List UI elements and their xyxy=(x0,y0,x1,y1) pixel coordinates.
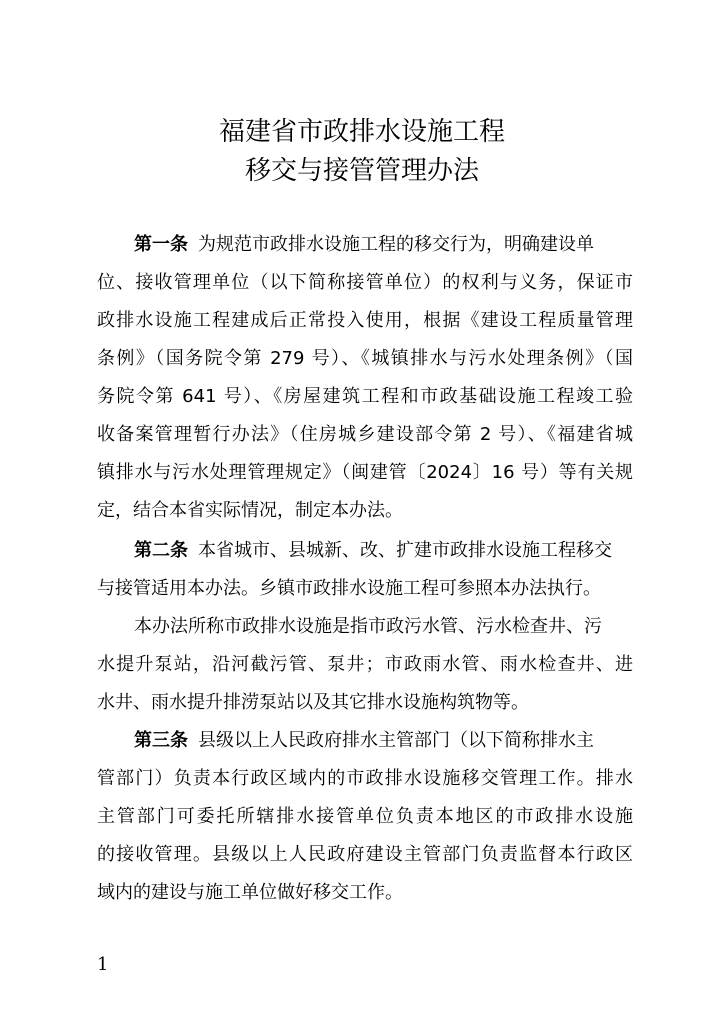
article-line: 与接管适用本办法。乡镇市政排水设施工程可参照本办法执行。 xyxy=(97,578,601,599)
article-line xyxy=(134,532,633,569)
article-text: 县级以上人民政府排水主管部门（以下简称排水主 xyxy=(198,730,594,751)
article-line: 政排水设施工程建成后正常投入使用，根据《建设工程质量管理 xyxy=(97,310,633,331)
article-heading: 第二条 xyxy=(134,540,188,561)
article-line: 务院令第 641 号）、《房屋建筑工程和市政基础设施工程竣工验 xyxy=(97,386,633,407)
article-heading: 第三条 xyxy=(134,730,188,751)
article-line xyxy=(134,226,633,263)
article-line: 镇排水与污水处理管理规定》（闽建管〔2024〕16 号）等有关规 xyxy=(97,462,633,483)
article-line: 域内的建设与施工单位做好移交工作。 xyxy=(97,882,403,903)
page-number: 1 xyxy=(97,954,109,975)
article-line: 水提升泵站，沿河截污管、泵井；市政雨水管、雨水检查井、进 xyxy=(97,654,633,675)
article-line: 管部门）负责本行政区域内的市政排水设施移交管理工作。排水 xyxy=(97,768,633,789)
article-line: 位、接收管理单位（以下简称接管单位）的权利与义务，保证市 xyxy=(97,272,633,293)
article-line: 水井、雨水提升排涝泵站以及其它排水设施构筑物等。 xyxy=(97,692,529,713)
article-heading: 第一条 xyxy=(134,234,188,255)
article-line: 收备案管理暂行办法》（住房城乡建设部令第 2 号）、《福建省城 xyxy=(97,424,633,445)
article-line: 定，结合本省实际情况，制定本办法。 xyxy=(97,500,403,521)
article-line: 本办法所称市政排水设施是指市政污水管、污水检查井、污 xyxy=(134,616,602,637)
article-line: 条例》（国务院令第 279 号）、《城镇排水与污水处理条例》（国 xyxy=(97,348,633,369)
article-line: 主管部门可委托所辖排水接管单位负责本地区的市政排水设施 xyxy=(97,806,633,827)
article-line xyxy=(134,722,633,759)
document-title-line-1: 福建省市政排水设施工程 xyxy=(218,117,505,147)
article-text: 本省城市、县城新、改、扩建市政排水设施工程移交 xyxy=(198,540,612,561)
document-title-line-2: 移交与接管管理办法 xyxy=(244,156,479,186)
article-line: 的接收管理。县级以上人民政府建设主管部门负责监督本行政区 xyxy=(97,844,633,865)
article-text: 为规范市政排水设施工程的移交行为，明确建设单 xyxy=(198,234,594,255)
